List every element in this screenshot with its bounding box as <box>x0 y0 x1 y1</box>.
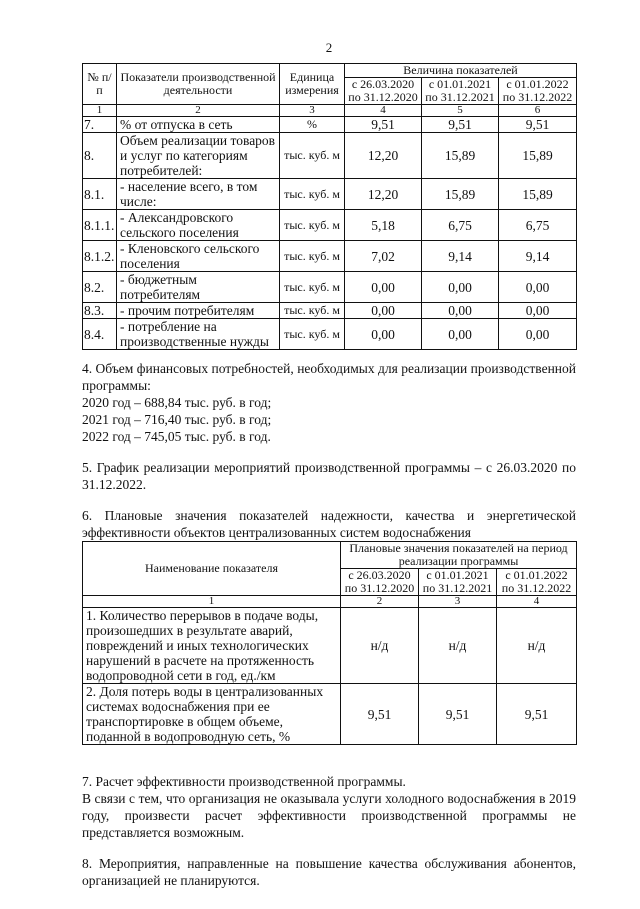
table-row <box>83 303 577 319</box>
table-row <box>83 608 577 684</box>
row-value: 6,75 <box>499 210 577 241</box>
header-group: Плановые значения показателей на период реализации программы <box>341 542 577 569</box>
col-number: 4 <box>345 105 422 117</box>
header-period: с 26.03.2020 по 31.12.2020 <box>345 78 422 105</box>
row-value: 5,18 <box>345 210 422 241</box>
row-indicator: 2. Доля потерь воды в централизованных системах водоснабжения при ее транспортировке в общем объеме, поданной в водопроводную сеть, % <box>83 684 341 745</box>
col-number: 1 <box>83 105 117 117</box>
row-value: 0,00 <box>499 272 577 303</box>
row-value: н/д <box>341 608 419 684</box>
row-unit: тыс. куб. м <box>280 272 345 303</box>
row-value: 0,00 <box>499 303 577 319</box>
row-indicator: 1. Количество перерывов в подаче воды, произошедших в результате аварий, повреждений и иных технологических нарушений в расчете на протяженность водопроводной сети в год, ед./км <box>83 608 341 684</box>
row-unit: тыс. куб. м <box>280 241 345 272</box>
col-number: 2 <box>341 596 419 608</box>
section-4-text: 4. Объем финансовых потребностей, необходимых для реализации производственной программы: <box>82 361 576 393</box>
budget-2020: 2020 год – 688,84 тыс. руб. в год; <box>82 395 272 410</box>
col-number: 5 <box>422 105 499 117</box>
section-7 <box>82 773 576 841</box>
table-row <box>83 684 577 745</box>
row-value: 9,51 <box>419 684 497 745</box>
row-indicator: - Александровского сельского поселения <box>117 210 280 241</box>
row-value: 9,51 <box>341 684 419 745</box>
header-period: с 01.01.2021 по 31.12.2021 <box>422 78 499 105</box>
row-indicator: - Кленовского сельского поселения <box>117 241 280 272</box>
row-num: 8. <box>83 133 117 179</box>
row-value: 15,89 <box>422 133 499 179</box>
header-period: с 01.01.2022 по 31.12.2022 <box>499 78 577 105</box>
row-value: 15,89 <box>499 133 577 179</box>
row-unit: тыс. куб. м <box>280 133 345 179</box>
row-value: 9,14 <box>499 241 577 272</box>
table-row <box>83 179 577 210</box>
section-5: 5. График реализации мероприятий производственной программы – с 26.03.2020 по 31.12.2022. <box>82 460 576 492</box>
row-value: 12,20 <box>345 179 422 210</box>
row-value: 12,20 <box>345 133 422 179</box>
reliability-indicators-table <box>82 541 577 745</box>
row-value: 0,00 <box>499 319 577 350</box>
table-row <box>83 241 577 272</box>
row-num: 8.1. <box>83 179 117 210</box>
row-value: 15,89 <box>499 179 577 210</box>
row-indicator: - потребление на производственные нужды <box>117 319 280 350</box>
row-value: 9,51 <box>422 117 499 133</box>
section-7-title: 7. Расчет эффективности производственной программы. <box>82 774 406 789</box>
col-number: 6 <box>499 105 577 117</box>
row-indicator: % от отпуска в сеть <box>117 117 280 133</box>
row-value: 6,75 <box>422 210 499 241</box>
row-unit: тыс. куб. м <box>280 303 345 319</box>
row-value: н/д <box>419 608 497 684</box>
production-indicators-table <box>82 63 577 350</box>
section-7-text: В связи с тем, что организация не оказывала услуги холодного водоснабжения в 2019 году, произвести расчет эффективности производственной программы не представляется возможным. <box>82 791 576 840</box>
table-row <box>83 210 577 241</box>
header-group: Величина показателей <box>345 64 577 78</box>
section-8: 8. Мероприятия, направленные на повышение качества обслуживания абонентов, организацией не планируются. <box>82 856 576 888</box>
section-4 <box>82 360 576 445</box>
row-indicator: Объем реализации товаров и услуг по категориям потребителей: <box>117 133 280 179</box>
col-number: 4 <box>497 596 577 608</box>
row-value: 0,00 <box>345 303 422 319</box>
row-value: 0,00 <box>345 319 422 350</box>
row-indicator: - бюджетным потребителям <box>117 272 280 303</box>
row-value: 9,14 <box>422 241 499 272</box>
header-period: с 26.03.2020 по 31.12.2020 <box>341 569 419 596</box>
row-value: 9,51 <box>345 117 422 133</box>
row-value: 0,00 <box>422 303 499 319</box>
table-row <box>83 319 577 350</box>
row-value: 9,51 <box>499 117 577 133</box>
budget-2022: 2022 год – 745,05 тыс. руб. в год. <box>82 429 271 444</box>
header-num: № п/п <box>83 64 117 105</box>
table-row <box>83 133 577 179</box>
row-value: 9,51 <box>497 684 577 745</box>
row-indicator: - население всего, в том числе: <box>117 179 280 210</box>
table-row <box>83 272 577 303</box>
row-value: 15,89 <box>422 179 499 210</box>
page-number: 2 <box>325 40 333 55</box>
row-unit: тыс. куб. м <box>280 210 345 241</box>
row-value: 7,02 <box>345 241 422 272</box>
row-unit: % <box>280 117 345 133</box>
col-number: 3 <box>419 596 497 608</box>
col-number: 3 <box>280 105 345 117</box>
row-value: 0,00 <box>422 272 499 303</box>
row-num: 8.2. <box>83 272 117 303</box>
header-period: с 01.01.2022 по 31.12.2022 <box>497 569 577 596</box>
row-num: 8.1.1. <box>83 210 117 241</box>
table-row <box>83 117 577 133</box>
row-num: 8.1.2. <box>83 241 117 272</box>
row-value: н/д <box>497 608 577 684</box>
row-value: 0,00 <box>345 272 422 303</box>
row-num: 8.4. <box>83 319 117 350</box>
row-unit: тыс. куб. м <box>280 179 345 210</box>
row-num: 8.3. <box>83 303 117 319</box>
header-indicator: Показатели производственной деятельности <box>117 64 280 105</box>
row-indicator: - прочим потребителям <box>117 303 280 319</box>
header-period: с 01.01.2021 по 31.12.2021 <box>419 569 497 596</box>
row-num: 7. <box>83 117 117 133</box>
col-number: 2 <box>117 105 280 117</box>
row-unit: тыс. куб. м <box>280 319 345 350</box>
row-value: 0,00 <box>422 319 499 350</box>
section-6: 6. Плановые значения показателей надежности, качества и энергетической эффективности объектов централизованных систем водоснабжения <box>82 508 576 540</box>
col-number: 1 <box>83 596 341 608</box>
budget-2021: 2021 год – 716,40 тыс. руб. в год; <box>82 412 272 427</box>
header-unit: Единица измерения <box>280 64 345 105</box>
header-name: Наименование показателя <box>83 542 341 596</box>
